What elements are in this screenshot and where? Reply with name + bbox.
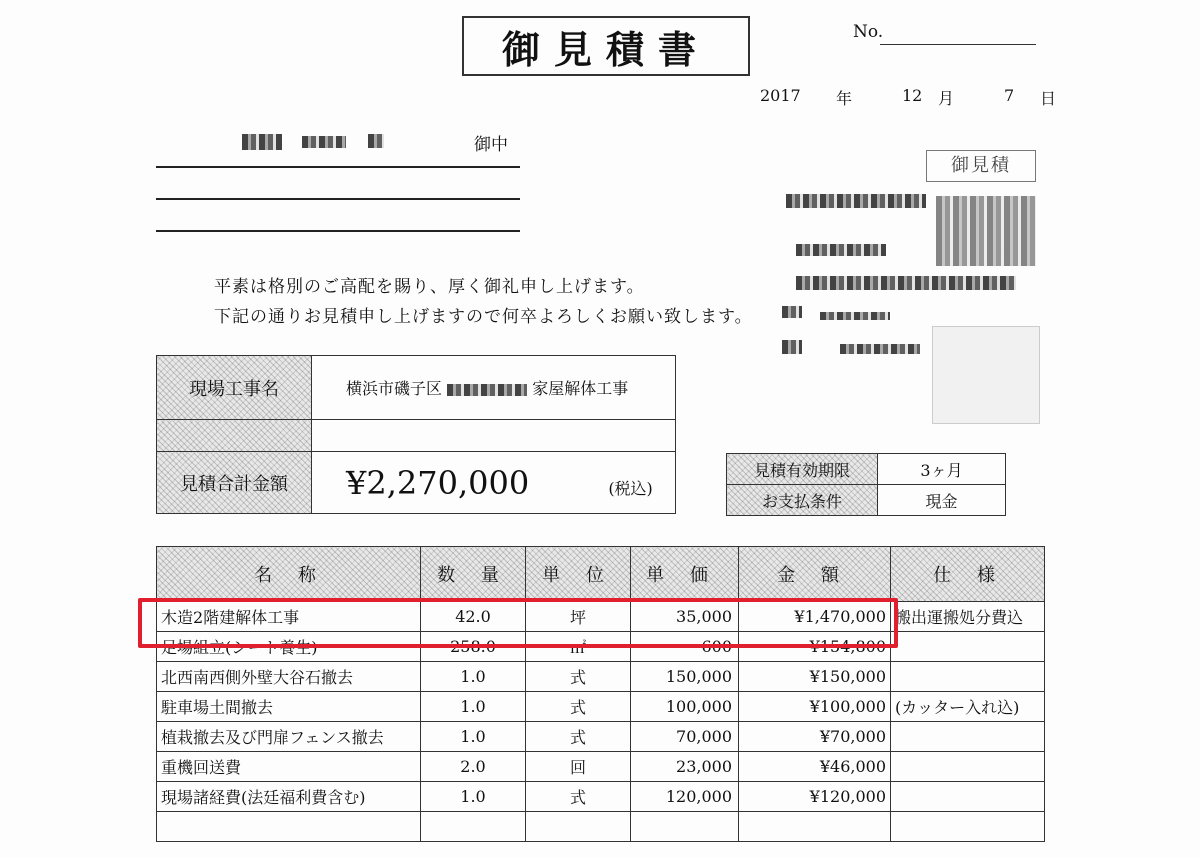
header-amount: 金 額 [739, 547, 891, 602]
terms-table [726, 453, 1006, 516]
item-spec [891, 752, 1045, 782]
document-title: 御見積書 [462, 16, 750, 76]
item-quantity: 1.0 [421, 692, 526, 722]
date-day: 7 [1004, 86, 1015, 105]
tax-note: (税込) [608, 478, 653, 498]
address-line [156, 166, 520, 168]
recipient-honorific: 御中 [474, 135, 508, 155]
validity-value: 3ヶ月 [878, 454, 1006, 485]
site-address-redacted [447, 384, 527, 396]
item-unit-price: 100,000 [631, 692, 739, 722]
issuer-stamp-redacted [932, 326, 1040, 424]
date-month-unit: 月 [938, 89, 955, 108]
item-unit-price: 600 [631, 632, 739, 662]
header-quantity: 数 量 [421, 547, 526, 602]
payment-label: お支払条件 [727, 485, 878, 516]
item-amount: ¥46,000 [739, 752, 891, 782]
header-unit: 単 位 [526, 547, 631, 602]
recipient-redacted [242, 134, 282, 150]
item-unit: 式 [526, 692, 631, 722]
item-name: 植栽撤去及び門扉フェンス撤去 [157, 722, 421, 752]
date-year: 2017 [760, 86, 801, 105]
item-amount: ¥120,000 [739, 782, 891, 812]
item-name: 木造2階建解体工事 [157, 602, 421, 632]
item-unit-price: 70,000 [631, 722, 739, 752]
item-quantity: 1.0 [421, 782, 526, 812]
project-info-table [156, 355, 676, 514]
header-spec: 仕 様 [891, 547, 1045, 602]
item-unit: 式 [526, 782, 631, 812]
address-line [156, 198, 520, 200]
item-spec [891, 632, 1045, 662]
item-amount: ¥1,470,000 [739, 602, 891, 632]
site-name-prefix: 横浜市磯子区 [346, 379, 443, 398]
item-spec [891, 782, 1045, 812]
greeting-line-2: 下記の通りお見積申し上げますので何卒よろしくお願い致します。 [214, 307, 753, 327]
item-amount: ¥150,000 [739, 662, 891, 692]
blank-label [157, 420, 312, 452]
item-quantity: 42.0 [421, 602, 526, 632]
recipient-redacted [368, 134, 384, 148]
date-month: 12 [902, 86, 923, 105]
site-name-value [312, 356, 676, 420]
item-unit: 式 [526, 722, 631, 752]
table-row [157, 662, 1045, 692]
items-header-row [157, 547, 1045, 602]
document-number-label: No. [853, 22, 884, 42]
table-row [157, 752, 1045, 782]
site-name-suffix: 家屋解体工事 [532, 379, 629, 398]
table-row [157, 812, 1045, 842]
item-name: 北西南西側外壁大谷石撤去 [157, 662, 421, 692]
item-name: 足場組立(シート養生) [157, 632, 421, 662]
item-spec [891, 722, 1045, 752]
item-spec [891, 662, 1045, 692]
table-row [157, 722, 1045, 752]
highlight-box [138, 598, 898, 648]
item-unit-price: 35,000 [631, 602, 739, 632]
header-unit-price: 単 価 [631, 547, 739, 602]
item-amount: ¥70,000 [739, 722, 891, 752]
document-number-line [880, 44, 1036, 45]
line-items-table [156, 546, 1045, 842]
total-amount-value: ¥2,270,000 [346, 463, 530, 502]
item-unit-price: 120,000 [631, 782, 739, 812]
blank-value [312, 420, 676, 452]
item-name: 重機回送費 [157, 752, 421, 782]
date-year-unit: 年 [836, 89, 853, 108]
item-unit: ㎡ [526, 632, 631, 662]
item-unit-price: 150,000 [631, 662, 739, 692]
item-quantity: 1.0 [421, 662, 526, 692]
item-unit: 回 [526, 752, 631, 782]
item-amount: ¥154,800 [739, 632, 891, 662]
item-unit: 式 [526, 662, 631, 692]
item-spec: 搬出運搬処分費込 [891, 602, 1045, 632]
issuer-seal: 御見積 [926, 150, 1036, 182]
header-name: 名 称 [157, 547, 421, 602]
recipient-redacted [302, 136, 346, 148]
validity-label: 見積有効期限 [727, 454, 878, 485]
item-quantity: 2.0 [421, 752, 526, 782]
total-amount-label: 見積合計金額 [157, 452, 312, 514]
item-quantity: 1.0 [421, 722, 526, 752]
item-quantity: 258.0 [421, 632, 526, 662]
table-row [157, 692, 1045, 722]
greeting-line-1: 平素は格別のご高配を賜り、厚く御礼申し上げます。 [214, 277, 645, 297]
table-row [157, 782, 1045, 812]
site-name-label: 現場工事名 [157, 356, 312, 420]
item-unit: 坪 [526, 602, 631, 632]
item-unit-price: 23,000 [631, 752, 739, 782]
date-day-unit: 日 [1040, 89, 1057, 108]
item-amount: ¥100,000 [739, 692, 891, 722]
item-name: 現場諸経費(法廷福利費含む) [157, 782, 421, 812]
item-name: 駐車場土間撤去 [157, 692, 421, 722]
payment-value: 現金 [878, 485, 1006, 516]
item-spec: (カッター入れ込) [891, 692, 1045, 722]
address-line [156, 230, 520, 232]
